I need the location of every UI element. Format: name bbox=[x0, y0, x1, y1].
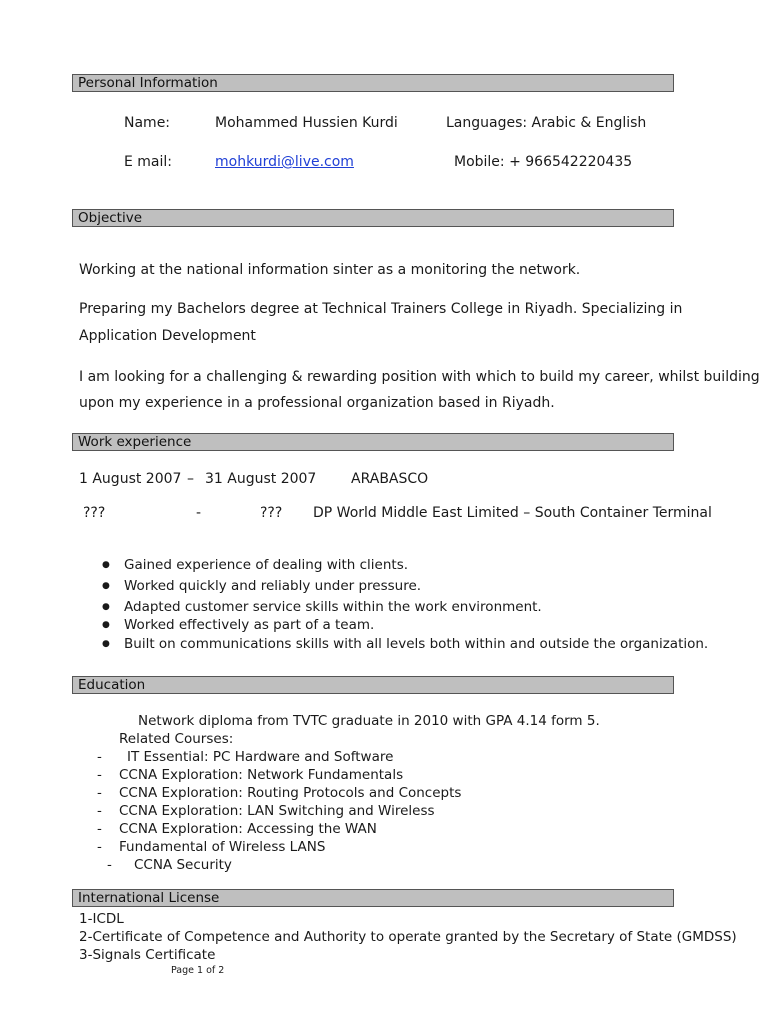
bullet-icon: ● bbox=[102, 560, 110, 570]
work-experience-heading: Work experience bbox=[72, 433, 674, 451]
course-dash: - bbox=[97, 785, 102, 801]
job2-dash: - bbox=[196, 505, 202, 521]
job1-company: ARABASCO bbox=[351, 471, 429, 487]
job2-from-date: ??? bbox=[83, 505, 106, 521]
license-item: 3-Signals Certificate bbox=[79, 947, 216, 963]
diploma-line: Network diploma from TVTC graduate in 2010 with GPA 4.14 form 5. bbox=[138, 713, 600, 729]
license-item: 1-ICDL bbox=[79, 911, 124, 927]
course-dash: - bbox=[107, 857, 112, 873]
bullet-icon: ● bbox=[102, 620, 110, 630]
course-dash: - bbox=[97, 803, 102, 819]
objective-heading: Objective bbox=[72, 209, 674, 227]
work-bullet-item: Worked effectively as part of a team. bbox=[124, 617, 375, 633]
course-item: CCNA Exploration: Network Fundamentals bbox=[119, 767, 404, 783]
international-license-heading: International License bbox=[72, 889, 674, 907]
personal-information-heading: Personal Information bbox=[72, 74, 674, 92]
work-bullet-item: Built on communications skills with all levels both within and outside the organization. bbox=[124, 636, 709, 652]
work-bullet-item: Adapted customer service skills within the work environment. bbox=[124, 599, 542, 615]
job1-from-date: 1 August 2007 bbox=[79, 471, 182, 487]
objective-paragraph-1: Working at the national information sinter as a monitoring the network. bbox=[79, 262, 581, 278]
course-dash: - bbox=[97, 749, 102, 765]
course-item: IT Essential: PC Hardware and Software bbox=[127, 749, 394, 765]
related-courses-label: Related Courses: bbox=[119, 731, 234, 747]
course-dash: - bbox=[97, 839, 102, 855]
mobile: Mobile: + 966542220435 bbox=[454, 154, 633, 170]
name-value: Mohammed Hussien Kurdi bbox=[215, 115, 398, 131]
email-link[interactable]: mohkurdi@live.com bbox=[215, 154, 354, 170]
name-label: Name: bbox=[124, 115, 171, 131]
email-label: E mail: bbox=[124, 154, 173, 170]
course-dash: - bbox=[97, 767, 102, 783]
job2-company: DP World Middle East Limited – South Container Terminal bbox=[313, 505, 712, 521]
work-bullet-item: Worked quickly and reliably under pressure. bbox=[124, 578, 422, 594]
bullet-icon: ● bbox=[102, 581, 110, 591]
course-item: Fundamental of Wireless LANS bbox=[119, 839, 326, 855]
work-bullet-item: Gained experience of dealing with clients. bbox=[124, 557, 409, 573]
objective-paragraph-3-line-2: upon my experience in a professional organization based in Riyadh. bbox=[79, 395, 555, 411]
objective-paragraph-2-line-2: Application Development bbox=[79, 328, 256, 344]
job2-to-date: ??? bbox=[260, 505, 283, 521]
education-heading: Education bbox=[72, 676, 674, 694]
bullet-icon: ● bbox=[102, 602, 110, 612]
objective-paragraph-3-line-1: I am looking for a challenging & rewarding position with which to build my career, whilst building bbox=[79, 369, 760, 385]
license-item: 2-Certificate of Competence and Authority to operate granted by the Secretary of State (GMDSS) bbox=[79, 929, 737, 945]
objective-paragraph-2-line-1: Preparing my Bachelors degree at Technical Trainers College in Riyadh. Specializing in bbox=[79, 301, 683, 317]
job1-dash: – bbox=[187, 471, 194, 487]
bullet-icon: ● bbox=[102, 639, 110, 649]
course-item: CCNA Exploration: LAN Switching and Wireless bbox=[119, 803, 435, 819]
course-item: CCNA Exploration: Accessing the WAN bbox=[119, 821, 377, 837]
course-dash: - bbox=[97, 821, 102, 837]
job1-to-date: 31 August 2007 bbox=[205, 471, 317, 487]
languages: Languages: Arabic & English bbox=[446, 115, 647, 131]
course-item: CCNA Security bbox=[134, 857, 232, 873]
course-item: CCNA Exploration: Routing Protocols and Concepts bbox=[119, 785, 462, 801]
page-number: Page 1 of 2 bbox=[171, 965, 225, 976]
